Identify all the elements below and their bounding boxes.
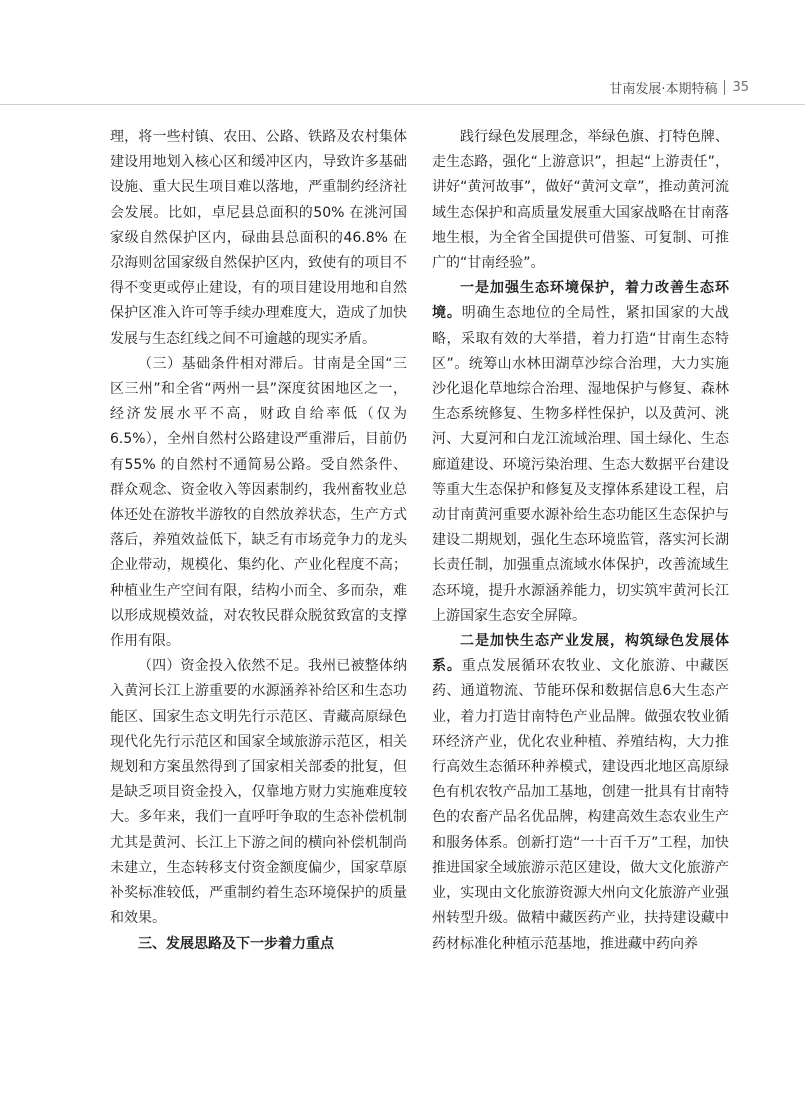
paragraph: 理，将一些村镇、农田、公路、铁路及农村集体建设用地划入核心区和缓冲区内，导致许多基础设施、重大民生项目难以落地，严重制约经济社会发展。比如，卓尼县总面积的50% 在洮河国家级自然保护区内，碌曲县总面积的46.8% 在尕海则岔国家级自然保护区内，致使有的项目不得不变更或停止建设，有的项目建设用地和自然保护区准入许可等手续办理难度大，造成了加快发展与生态红线之间不可逾越的现实矛盾。 — [110, 129, 407, 347]
paragraph-lead: 一是加强生态环境保护，着力改善生态环境。 — [432, 280, 729, 322]
header-rule — [0, 104, 805, 105]
page-number: 35 — [732, 80, 749, 95]
paragraph: 践行绿色发展理念，举绿色旗、打特色牌、走生态路，强化“上游意识”，担起“上游责任”，讲好“黄河故事”，做好“黄河文章”，推动黄河流域生态保护和高质量发展重大国家战略在甘南落地生根，为全省全国提供可借鉴、可复制、可推广的“甘南经验”。 — [432, 129, 729, 272]
running-header — [609, 78, 749, 97]
paragraph: （三）基础条件相对滞后。甘南是全国“三区三州”和全省“两州一县”深度贫困地区之一，经济发展水平不高，财政自给率低（仅为6.5%），全州自然村公路建设严重滞后，目前仍有55% 的自然村不通简易公路。受自然条件、群众观念、资金收入等因素制约，我州畜牧业总体还处在游牧半游牧的自然放养状态，生产方式落后，养殖效益低下，缺乏有市场竞争力的龙头企业带动，规模化、集约化、产业化程度不高；种植业生产空间有限，结构小而全、多而杂，难以形成规模效益，对农牧民群众脱贫致富的支撑作用有限。 — [110, 355, 407, 650]
paragraph-body: 明确生态地位的全局性，紧扣国家的大战略，采取有效的大举措，着力打造“甘南生态特区”。统筹山水林田湖草沙综合治理，大力实施沙化退化草地综合治理、湿地保护与修复、森林生态系统修复、生物多样性保护，以及黄河、洮河、大夏河和白龙江流域治理、国土绿化、生态廊道建设、环境污染治理、生态大数据平台建设等重大生态保护和修复及支撑体系建设工程，启动甘南黄河重要水源补给生态功能区生态保护与建设二期规划，强化生态环境监管，落实河长湖长责任制，加强重点流域水体保护，改善流域生态环境，提升水源涵养能力，切实筑牢黄河长江上游国家生态安全屏障。 — [432, 305, 730, 624]
paragraph — [432, 276, 729, 629]
paragraph: （四）资金投入依然不足。我州已被整体纳入黄河长江上游重要的水源涵养补给区和生态功能区、国家生态文明先行示范区、青藏高原绿色现代化先行示范区和国家全域旅游示范区，相关规划和方案虽然得到了国家相关部委的批复，但是缺乏项目资金投入，仅靠地方财力实施难度较大。多年来，我们一直呼吁争取的生态补偿机制尤其是黄河、长江上下游之间的横向补偿机制尚未建立，生态转移支付资金额度偏少，国家草原补奖标准较低，严重制约着生态环境保护的质量和效果。 — [110, 658, 407, 927]
section-title: 甘南发展·本期特稿 — [609, 82, 718, 97]
left-column — [110, 125, 407, 957]
paragraph — [432, 629, 729, 957]
header-divider — [724, 80, 725, 95]
paragraph-body: 重点发展循环农牧业、文化旅游、中藏医药、通道物流、节能环保和数据信息6大生态产业，着力打造甘南特色产业品牌。做强农牧业循环经济产业，优化农业种植、养殖结构，大力推行高效生态循环种养模式，建设西北地区高原绿色有机农牧产品加工基地，创建一批具有甘南特色的农畜产品名优品牌，构建高效生态农业生产和服务体系。创新打造“一十百千万”工程，加快推进国家全域旅游示范区建设，做大文化旅游产业，实现由文化旅游资源大州向文化旅游产业强州转型升级。做精中藏医药产业，扶持建设藏中药材标准化种植示范基地，推进藏中药向养 — [432, 658, 730, 952]
right-column — [432, 125, 729, 957]
paragraph-lead: 二是加快生态产业发展，构筑绿色发展体系。 — [432, 633, 729, 675]
section-heading: 三、发展思路及下一步着力重点 — [138, 935, 334, 952]
